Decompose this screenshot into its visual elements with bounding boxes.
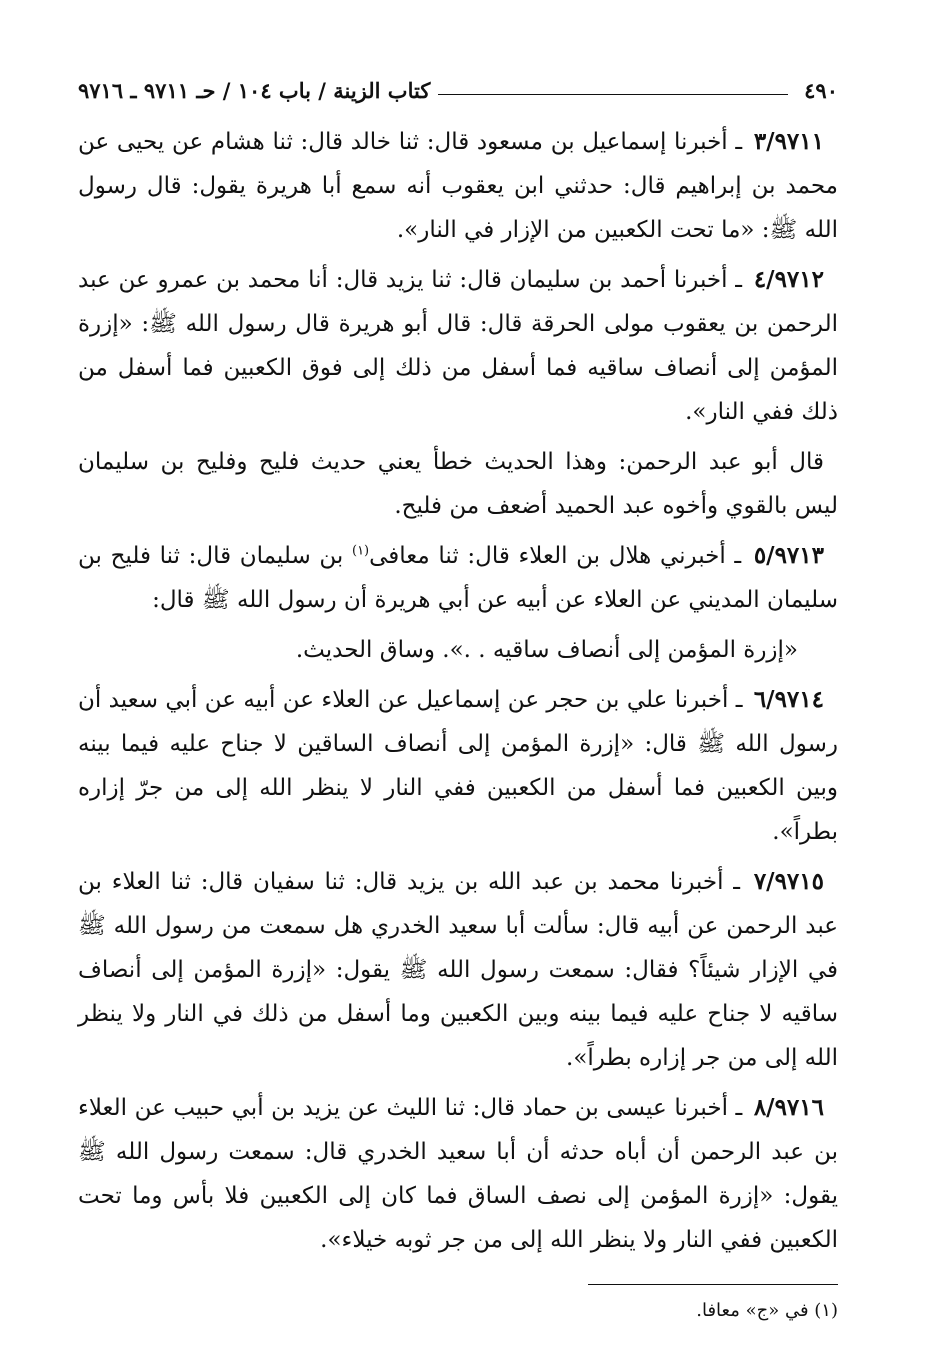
hadith-text: ـ أخبرنا إسماعيل بن مسعود قال: ثنا خالد قال: ثنا هشام عن يحيى عن محمد بن إبراهيم قال: حدثني ابن يعقوب أنه سمع أبا هريرة يقول: قال رسول الله ﷺ: «ما تحت الكعبين من الإزار في النار». bbox=[78, 129, 838, 243]
hadith-text: ـ أخبرنا عيسى بن حماد قال: ثنا الليث عن يزيد بن أبي حبيب عن العلاء بن عبد الرحمن أن أباه حدثه أن أبا سعيد الخدري قال: سمعت رسول الله ﷺ يقول: «إزرة المؤمن إلى نصف الساق فما كان إلى الكعبين فلا بأس وما تحت الكعبين ففي النار ولا ينظر الله إلى من جر ثوبه خيلاء». bbox=[78, 1095, 838, 1253]
commentary-paragraph bbox=[78, 440, 838, 528]
footnote-reference: (١) bbox=[351, 543, 370, 559]
hadith-number: ٨/٩٧١٦ bbox=[753, 1094, 824, 1121]
hadith-quote-continuation bbox=[78, 628, 838, 672]
hadith-9714 bbox=[78, 678, 838, 854]
hadith-9711 bbox=[78, 120, 838, 252]
footnote-separator bbox=[588, 1284, 838, 1285]
running-title: كتاب الزينة / باب ١٠٤ / حـ ٩٧١١ ـ ٩٧١٦ bbox=[78, 77, 431, 103]
hadith-text: ـ أخبرنا محمد بن عبد الله بن يزيد قال: ثنا سفيان قال: ثنا العلاء بن عبد الرحمن عن أبيه قال: سألت أبا سعيد الخدري هل سمعت من رسول الله ﷺ في الإزار شيئاً؟ فقال: سمعت رسول الله ﷺ يقول: «إزرة المؤمن إلى أنصاف ساقيه لا جناح عليه فيما بينه وبين الكعبين وما أسفل من ذلك في النار ولا ينظر الله إلى من جر إزاره بطراً». bbox=[78, 869, 838, 1071]
page-number: ٤٩٠ bbox=[804, 77, 838, 103]
book-page bbox=[78, 70, 838, 1325]
hadith-number: ٧/٩٧١٥ bbox=[753, 868, 824, 895]
running-header bbox=[78, 70, 838, 110]
hadith-9716 bbox=[78, 1086, 838, 1262]
page-body bbox=[78, 120, 838, 1325]
hadith-9712 bbox=[78, 258, 838, 434]
header-rule bbox=[438, 94, 788, 95]
hadith-text: ـ أخبرنا أحمد بن سليمان قال: ثنا يزيد قال: أنا محمد بن عمرو عن عبد الرحمن بن يعقوب مولى الحرقة قال: قال أبو هريرة قال رسول الله ﷺ: «إزرة المؤمن إلى أنصاف ساقيه فما أسفل من ذلك إلى فوق الكعبين فما أسفل من ذلك ففي النار». bbox=[78, 267, 839, 425]
hadith-text-start: ـ أخبرني هلال بن العلاء قال: ثنا معافى bbox=[369, 543, 750, 569]
hadith-number: ٥/٩٧١٣ bbox=[753, 542, 824, 569]
hadith-9715 bbox=[78, 860, 838, 1080]
hadith-9713 bbox=[78, 534, 838, 622]
hadith-number: ٦/٩٧١٤ bbox=[753, 686, 824, 713]
quote-text: «إزرة المؤمن إلى أنصاف ساقيه . .». وساق الحديث. bbox=[295, 637, 798, 663]
hadith-number: ٣/٩٧١١ bbox=[753, 128, 824, 155]
hadith-number: ٤/٩٧١٢ bbox=[753, 266, 824, 293]
hadith-text: بن سليمان قال: ثنا فليح بن سليمان المديني عن العلاء عن أبيه عن أبي هريرة أن رسول الله ﷺ قال: bbox=[78, 543, 838, 613]
commentary-text: قال أبو عبد الرحمن: وهذا الحديث خطأ يعني حديث فليح وفليح بن سليمان ليس بالقوي وأخوه عبد الحميد أضعف من فليح. bbox=[78, 449, 838, 519]
hadith-text: ـ أخبرنا علي بن حجر عن إسماعيل عن العلاء عن أبيه عن أبي سعيد أن رسول الله ﷺ قال: «إزرة المؤمن إلى أنصاف الساقين لا جناح عليه فيما بينه وبين الكعبين فما أسفل من الكعبين ففي النار لا ينظر الله إلى من جرّ إزاره بطراً». bbox=[78, 687, 838, 845]
footnote: (١) في «ج» معافا. bbox=[696, 1300, 838, 1321]
